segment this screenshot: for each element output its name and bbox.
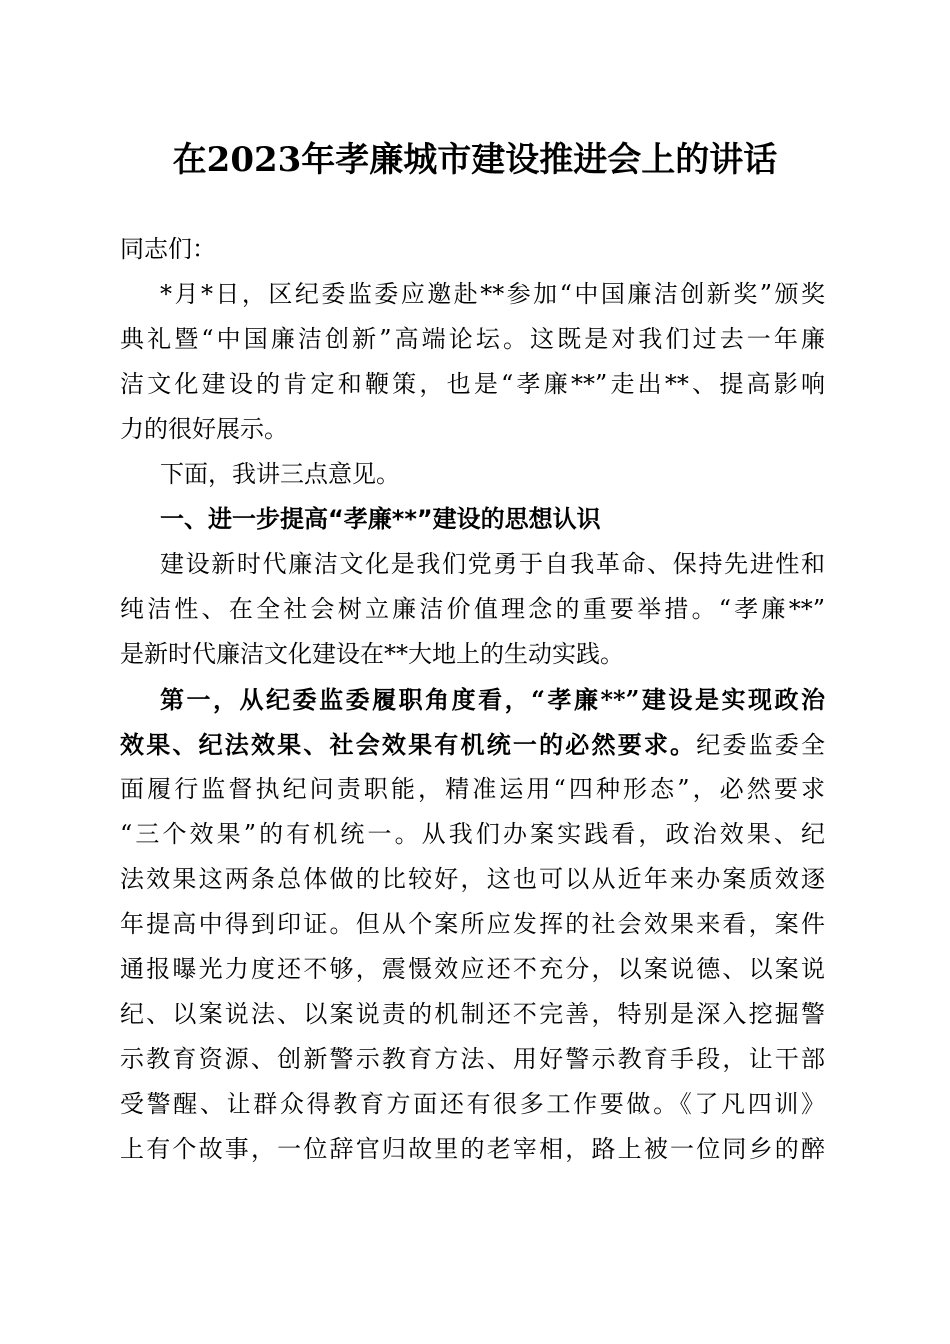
paragraph-line: 法效果这两条总体做的比较好，这也可以从近年来办案质效逐 <box>120 865 825 893</box>
paragraph-line: 典礼暨“中国廉洁创新”高端论坛。这既是对我们过去一年廉 <box>120 325 825 353</box>
paragraph-line: *月*日，区纪委监委应邀赴**参加“中国廉洁创新奖”颁奖 <box>160 280 825 308</box>
paragraph-line: 纪、以案说法、以案说责的机制还不完善，特别是深入挖掘警 <box>120 1000 825 1028</box>
paragraph-line: 面履行监督执纪问责职能，精准运用“四种形态”，必然要求 <box>120 775 825 803</box>
paragraph-line <box>120 722 825 767</box>
paragraph-text: 纪委监委全 <box>696 731 826 759</box>
paragraph-line: 力的很好展示。 <box>120 415 288 443</box>
paragraph-line: 上有个故事，一位辞官归故里的老宰相，路上被一位同乡的醉 <box>120 1135 825 1163</box>
paragraph-line: 通报曝光力度还不够，震慑效应还不充分，以案说德、以案说 <box>120 955 825 983</box>
section-heading: 一、进一步提高“孝廉**”建设的思想认识 <box>160 505 601 533</box>
paragraph-bold-lead: 第一，从纪委监委履职角度看，“孝廉**”建设是实现政治 <box>160 685 825 714</box>
paragraph-line: 受警醒、让群众得教育方面还有很多工作要做。《了凡四训》 <box>120 1090 825 1118</box>
salutation: 同志们： <box>120 235 216 263</box>
document-title: 在2023年孝廉城市建设推进会上的讲话 <box>172 140 778 180</box>
paragraph-line: 是新时代廉洁文化建设在**大地上的生动实践。 <box>120 640 624 668</box>
paragraph-line: 下面，我讲三点意见。 <box>160 460 400 488</box>
paragraph-line: 年提高中得到印证。但从个案所应发挥的社会效果来看，案件 <box>120 910 825 938</box>
paragraph-line: 建设新时代廉洁文化是我们党勇于自我革命、保持先进性和 <box>160 550 825 578</box>
paragraph-line: 纯洁性、在全社会树立廉洁价值理念的重要举措。“孝廉**” <box>120 595 825 623</box>
paragraph-line: “三个效果”的有机统一。从我们办案实践看，政治效果、纪 <box>120 820 825 848</box>
bold-lead-text: 效果、纪法效果、社会效果有机统一的必然要求。 <box>120 730 697 759</box>
paragraph-line: 洁文化建设的肯定和鞭策，也是“孝廉**”走出**、提高影响 <box>120 370 825 398</box>
document-body <box>120 227 825 1172</box>
paragraph-line: 示教育资源、创新警示教育方法、用好警示教育手段，让干部 <box>120 1045 825 1073</box>
